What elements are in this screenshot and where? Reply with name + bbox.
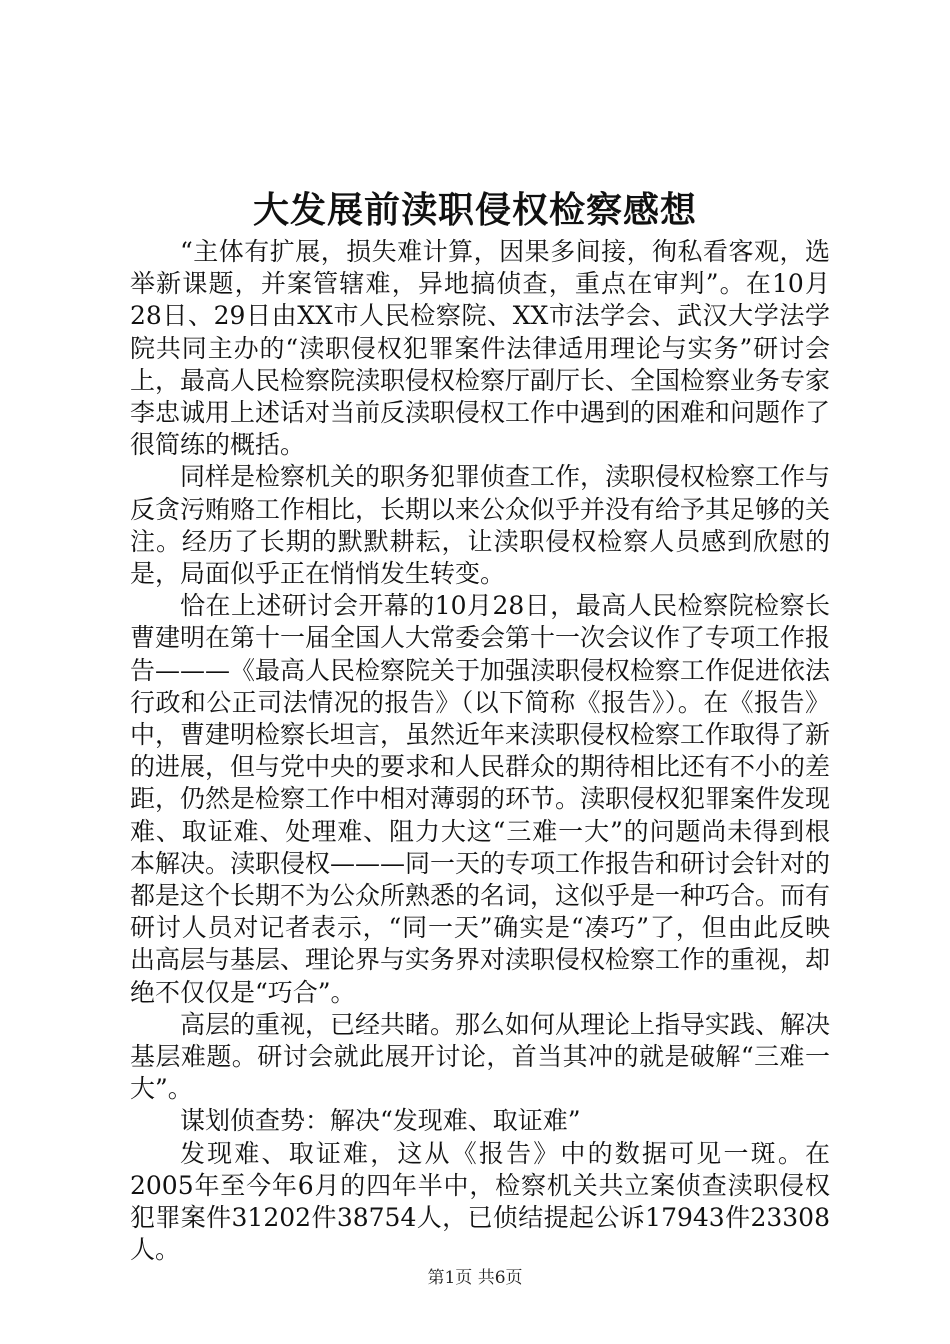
paragraph-3: 恰在上述研讨会开幕的10月28日，最高人民检察院检察长曹建明在第十一届全国人大常委会第十一次会议作了专项工作报告———《最高人民检察院关于加强渎职侵权检察工作促进依法行政和公正司法情况的报告》（以下简称《报告》）。在《报告》中，曹建明检察长坦言，虽然近年来渎职侵权检察工作取得了新的进展，但与党中央的要求和人民群众的期待相比还有不小的差距，仍然是检察工作中相对薄弱的环节。渎职侵权犯罪案件发现难、取证难、处理难、阻力大这“三难一大”的问题尚未得到根本解决。渎职侵权———同一天的专项工作报告和研讨会针对的都是这个长期不为公众所熟悉的名词，这似乎是一种巧合。而有研讨人员对记者表示，“同一天”确实是“凑巧”了，但由此反映出高层与基层、理论界与实务界对渎职侵权检察工作的重视，却绝不仅仅是“巧合”。 xyxy=(130,591,831,1007)
document-title: 大发展前渎职侵权检察感想 xyxy=(252,189,697,231)
paragraph-4: 高层的重视，已经共睹。那么如何从理论上指导实践、解决基层难题。研讨会就此展开讨论，首当其冲的就是破解“三难一大”。 xyxy=(130,1009,831,1104)
paragraph-2: 同样是检察机关的职务犯罪侦查工作，渎职侵权检察工作与反贪污贿赂工作相比，长期以来公众似乎并没有给予其足够的关注。经历了长期的默默耕耘，让渎职侵权检察人员感到欣慰的是，局面似乎正在悄悄发生转变。 xyxy=(130,462,831,589)
section-heading: 谋划侦查势：解决“发现难、取证难” xyxy=(180,1106,581,1136)
page-footer: 第1页 共6页 xyxy=(427,1268,523,1288)
paragraph-5: 发现难、取证难，这从《报告》中的数据可见一斑。在2005年至今年6月的四年半中，检察机关共立案侦查渎职侵权犯罪案件31202件38754人，已侦结提起公诉17943件23308人。 xyxy=(130,1138,830,1265)
paragraph-1: “主体有扩展，损失难计算，因果多间接，徇私看客观，选举新课题，并案管辖难，异地搞侦查，重点在审判”。在10月28日、29日由XX市人民检察院、XX市法学会、武汉大学法学院共同主办的“渎职侵权犯罪案件法律适用理论与实务”研讨会上，最高人民检察院渎职侵权检察厅副厅长、全国检察业务专家李忠诚用上述话对当前反渎职侵权工作中遇到的困难和问题作了很简练的概括。 xyxy=(130,237,831,460)
document-body xyxy=(130,236,830,1267)
